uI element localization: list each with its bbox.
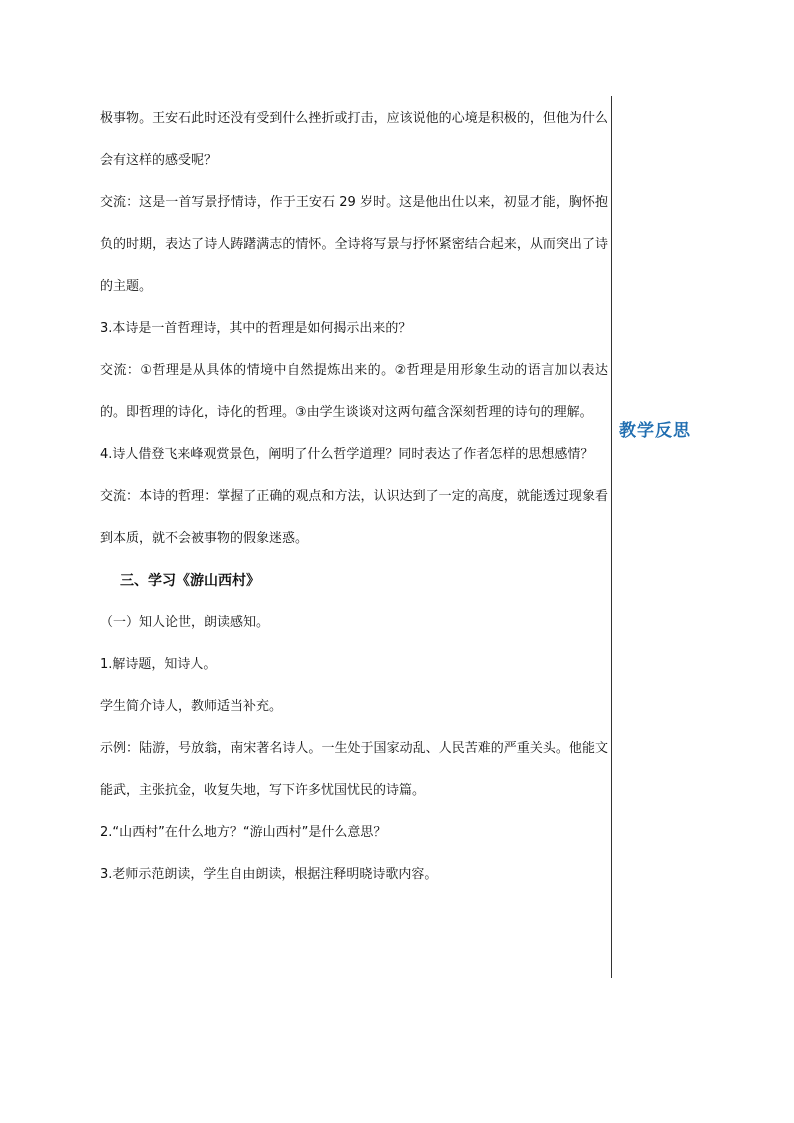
subsection-title: （一）知人论世，朗读感知。: [100, 615, 270, 630]
section-heading: 三、学习《游山西村》: [120, 573, 260, 589]
teaching-reflection-label: 教学反思: [619, 421, 691, 441]
lesson-text-column: [100, 98, 608, 896]
example-paragraph: 示例：陆游，号放翁，南宋著名诗人。一生处于国家动乱、人民苦难的严重关头。他能文能武，主张抗金，收复失地，写下许多忧国忧民的诗篇。: [100, 741, 608, 798]
step-1-note: 学生简介诗人，教师适当补充。: [100, 699, 283, 714]
paragraph-context: 极事物。王安石此时还没有受到什么挫折或打击，应该说他的心境是积极的，但他为什么会有这样的感受呢？: [100, 111, 608, 168]
step-3: 3.老师示范朗读，学生自由朗读，根据注释明晓诗歌内容。: [100, 867, 438, 882]
paragraph-exchange-2: 交流：①哲理是从具体的情境中自然提炼出来的。②哲理是用形象生动的语言加以表达的。即哲理的诗化，诗化的哲理。③由学生谈谈对这两句蕴含深刻哲理的诗句的理解。: [100, 363, 608, 420]
question-3: 3.本诗是一首哲理诗，其中的哲理是如何揭示出来的？: [100, 321, 412, 336]
paragraph-exchange-3: 交流：本诗的哲理：掌握了正确的观点和方法，认识达到了一定的高度，就能透过现象看到本质，就不会被事物的假象迷惑。: [100, 489, 608, 546]
step-2: 2.“山西村”在什么地方？“游山西村”是什么意思？: [100, 825, 387, 840]
step-1: 1.解诗题，知诗人。: [100, 657, 217, 672]
paragraph-exchange-1: 交流：这是一首写景抒情诗，作于王安石 29 岁时。这是他出仕以来，初显才能，胸怀抱负的时期，表达了诗人踌躇满志的情怀。全诗将写景与抒怀紧密结合起来，从而突出了诗的主题。: [100, 195, 608, 294]
column-divider: [611, 96, 612, 978]
question-4: 4.诗人借登飞来峰观赏景色，阐明了什么哲学道理？同时表达了作者怎样的思想感情？: [100, 447, 594, 462]
